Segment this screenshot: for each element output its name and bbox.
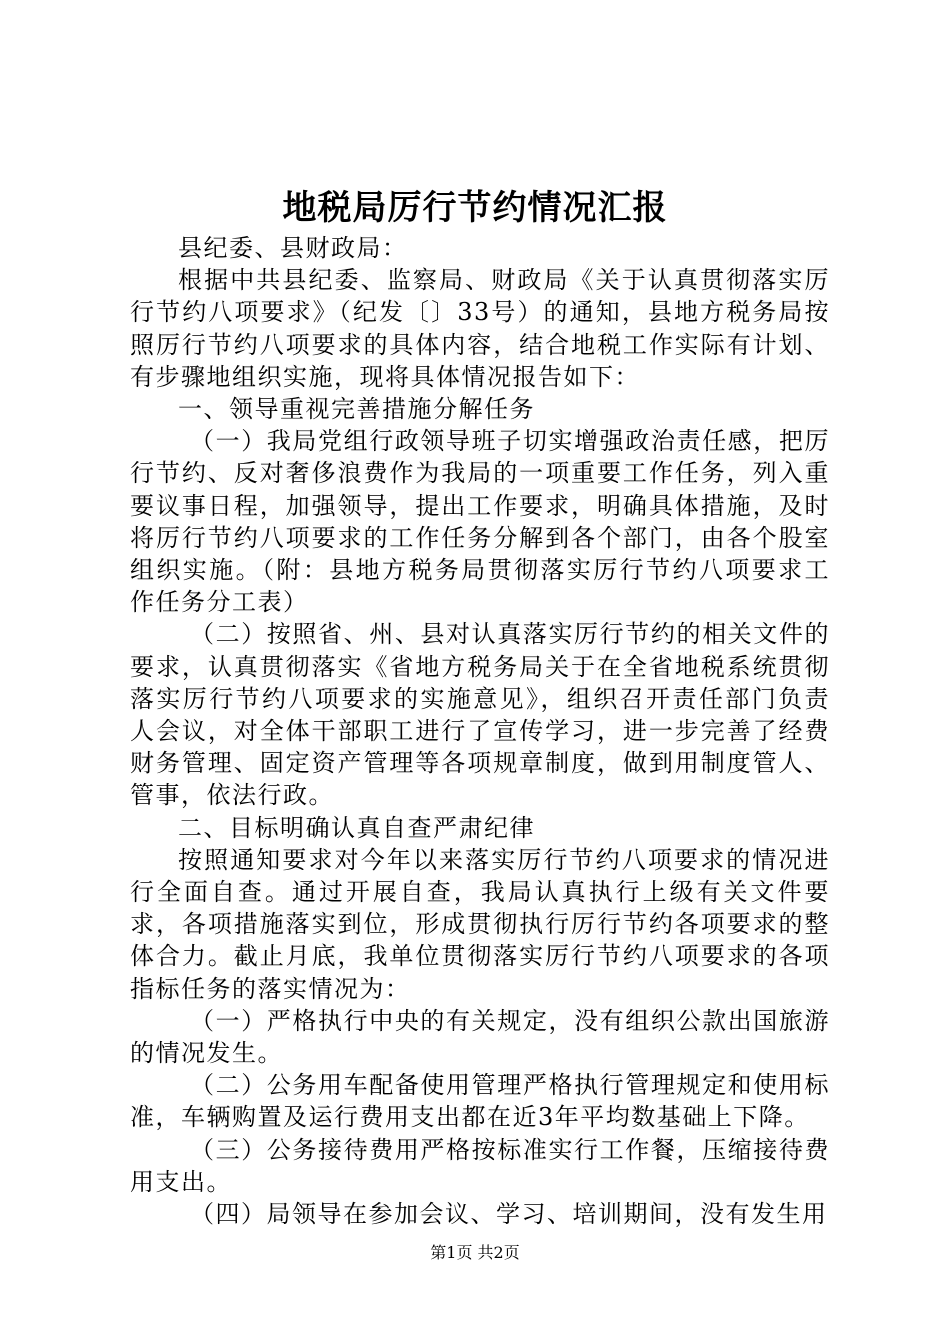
- subsection-paragraph-2-3: （三）公务接待费用严格按标准实行工作餐，压缩接待费用支出。: [130, 1135, 830, 1196]
- subsection-paragraph-1-1: （一）我局党组行政领导班子切实增强政治责任感，把厉行节约、反对奢侈浪费作为我局的一项重要工作任务，列入重要议事日程，加强领导，提出工作要求，明确具体措施，及时将厉行节约八项要求的工作任务分解到各个部门，由各个股室组织实施。（附：县地方税务局贯彻落实厉行节约八项要求工作任务分工表）: [130, 427, 830, 617]
- subsection-paragraph-2-2: （二）公务用车配备使用管理严格执行管理规定和使用标准，车辆购置及运行费用支出都在近3年平均数基础上下降。: [130, 1071, 830, 1132]
- intro-paragraph: 根据中共县纪委、监察局、财政局《关于认真贯彻落实厉行节约八项要求》（纪发〔〕33号）的通知，县地方税务局按照厉行节约八项要求的具体内容，结合地税工作实际有计划、有步骤地组织实施，现将具体情况报告如下：: [130, 266, 830, 391]
- section-2-paragraph: 按照通知要求对今年以来落实厉行节约八项要求的情况进行全面自查。通过开展自查，我局认真执行上级有关文件要求，各项措施落实到位，形成贯彻执行厉行节约各项要求的整体合力。截止月底，我单位贯彻落实厉行节约八项要求的各项指标任务的落实情况为：: [130, 845, 830, 1003]
- page-number-footer: 第1页 共2页: [430, 1243, 520, 1262]
- subsection-paragraph-2-1: （一）严格执行中央的有关规定，没有组织公款出国旅游的情况发生。: [130, 1006, 830, 1068]
- section-heading-2: 二、目标明确认真自查严肃纪律: [178, 813, 535, 842]
- subsection-paragraph-1-2: （二）按照省、州、县对认真落实厉行节约的相关文件的要求，认真贯彻落实《省地方税务局关于在全省地税系统贯彻落实厉行节约八项要求的实施意见》，组织召开责任部门负责人会议，对全体干部职工进行了宣传学习，进一步完善了经费财务管理、固定资产管理等各项规章制度，做到用制度管人、管事，依法行政。: [130, 620, 830, 810]
- subsection-paragraph-2-4: （四）局领导在参加会议、学习、培训期间，没有发生用: [190, 1200, 828, 1229]
- document-body: [130, 232, 830, 1230]
- salutation-paragraph: 县纪委、县财政局：: [178, 234, 408, 262]
- section-heading-1: 一、领导重视完善措施分解任务: [178, 395, 535, 424]
- document-title: 地税局厉行节约情况汇报: [282, 188, 668, 228]
